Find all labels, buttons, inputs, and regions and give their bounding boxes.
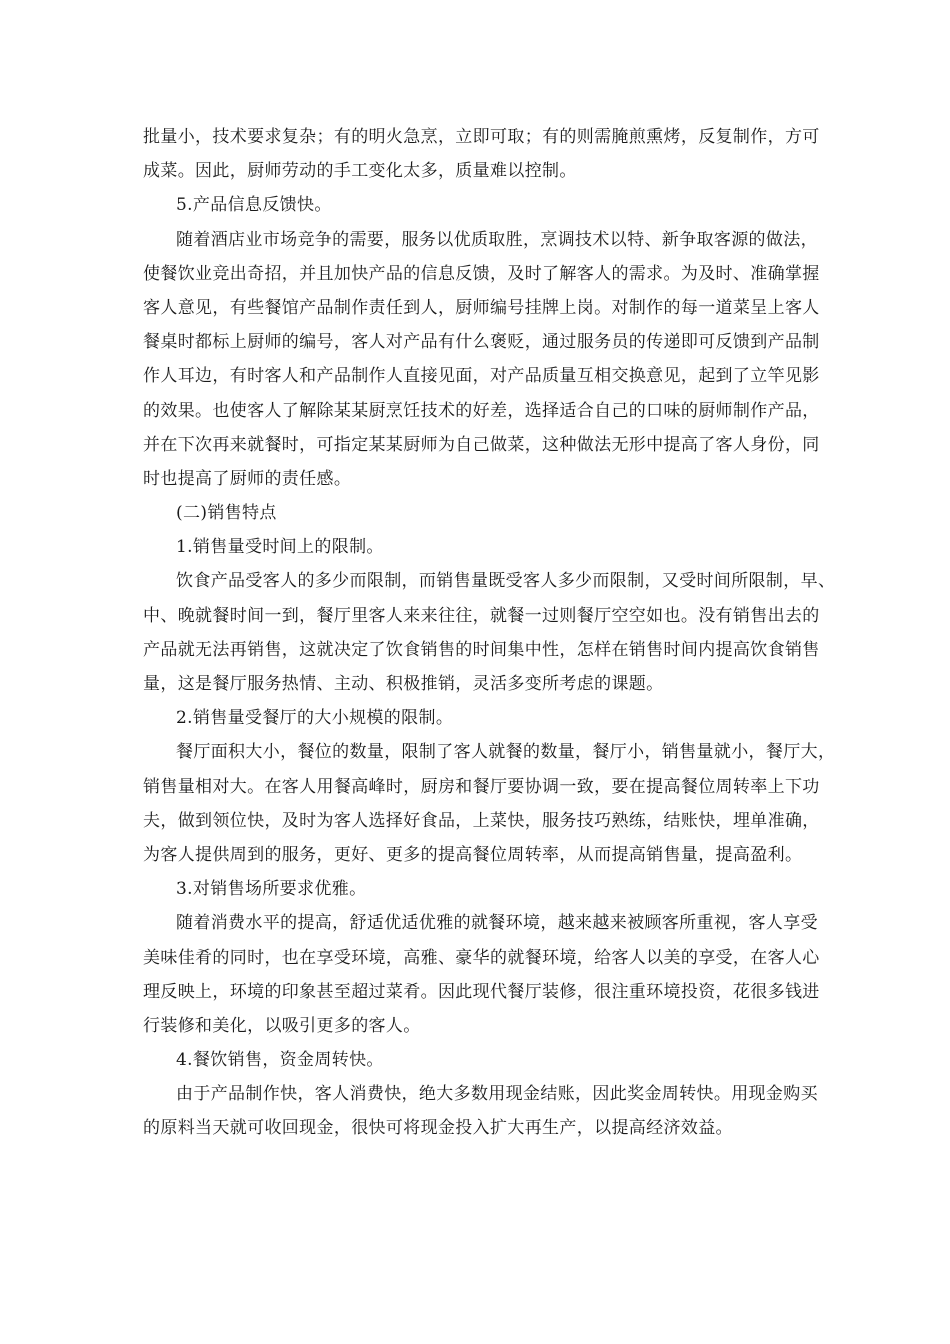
text-line: (二)销售特点	[176, 503, 277, 524]
text-line: 作人耳边，有时客人和产品制作人直接见面，对产品质量互相交换意见，起到了立竿见影	[143, 366, 820, 387]
text-line: 中、晚就餐时间一到，餐厅里客人来来往往，就餐一过则餐厅空空如也。没有销售出去的	[143, 605, 820, 626]
text-line: 并在下次再来就餐时，可指定某某厨师为自己做菜，这种做法无形中提高了客人身份，同	[143, 434, 820, 455]
text-line: 随着消费水平的提高，舒适优适优雅的就餐环境，越来越来被顾客所重视，客人享受	[176, 913, 818, 934]
text-line: 客人意见，有些餐馆产品制作责任到人，厨师编号挂牌上岗。对制作的每一道菜呈上客人	[143, 297, 820, 318]
text-line: 4.餐饮销售，资金周转快。	[176, 1050, 384, 1071]
text-line: 夫，做到领位快，及时为客人选择好食品，上菜快，服务技巧熟练，结账快，埋单准确，	[143, 810, 820, 831]
text-line: 使餐饮业竞出奇招，并且加快产品的信息反馈，及时了解客人的需求。为及时、准确掌握	[143, 263, 820, 284]
text-line: 时也提高了厨师的责任感。	[143, 468, 352, 489]
document-page	[143, 120, 836, 1146]
text-line: 随着酒店业市场竞争的需要，服务以优质取胜，烹调技术以特、新争取客源的做法，	[176, 229, 818, 250]
text-line: 饮食产品受客人的多少而限制，而销售量既受客人多少而限制，又受时间所限制，早、	[176, 571, 836, 592]
text-line: 成菜。因此，厨师劳动的手工变化太多，质量难以控制。	[143, 161, 577, 182]
text-line: 餐桌时都标上厨师的编号，客人对产品有什么褒贬，通过服务员的传递即可反馈到产品制	[143, 332, 820, 353]
text-line: 销售量相对大。在客人用餐高峰时，厨房和餐厅要协调一致，要在提高餐位周转率上下功	[143, 776, 820, 797]
text-line: 美味佳肴的同时，也在享受环境，高雅、豪华的就餐环境，给客人以美的享受，在客人心	[143, 947, 820, 968]
text-line: 量，这是餐厅服务热情、主动、积极推销，灵活多变所考虑的课题。	[143, 674, 664, 694]
text-line: 理反映上，环境的印象甚至超过菜肴。因此现代餐厅装修，很注重环境投资，花很多钱进	[143, 981, 820, 1002]
text-line: 的效果。也使客人了解除某某厨烹饪技术的好差，选择适合自己的口味的厨师制作产品，	[143, 400, 820, 421]
text-line: 产品就无法再销售，这就决定了饮食销售的时间集中性，怎样在销售时间内提高饮食销售	[143, 639, 820, 660]
text-line: 为客人提供周到的服务，更好、更多的提高餐位周转率，从而提高销售量，提高盈利。	[143, 844, 803, 865]
text-line: 餐厅面积大小，餐位的数量，限制了客人就餐的数量，餐厅小，销售量就小，餐厅大，	[176, 742, 836, 763]
text-line: 3.对销售场所要求优雅。	[176, 879, 367, 900]
text-line: 批量小，技术要求复杂；有的明火急烹，立即可取；有的则需腌煎熏烤，反复制作，方可	[143, 127, 820, 147]
text-line: 的原料当天就可收回现金，很快可将现金投入扩大再生产，以提高经济效益。	[143, 1118, 733, 1139]
text-line: 2.销售量受餐厅的大小规模的限制。	[176, 708, 454, 729]
text-line: 1.销售量受时间上的限制。	[176, 537, 384, 558]
text-line: 5.产品信息反馈快。	[176, 195, 332, 216]
text-line: 由于产品制作快，客人消费快，绝大多数用现金结账，因此奖金周转快。用现金购买	[176, 1084, 818, 1105]
text-line: 行装修和美化，以吸引更多的客人。	[143, 1015, 421, 1036]
